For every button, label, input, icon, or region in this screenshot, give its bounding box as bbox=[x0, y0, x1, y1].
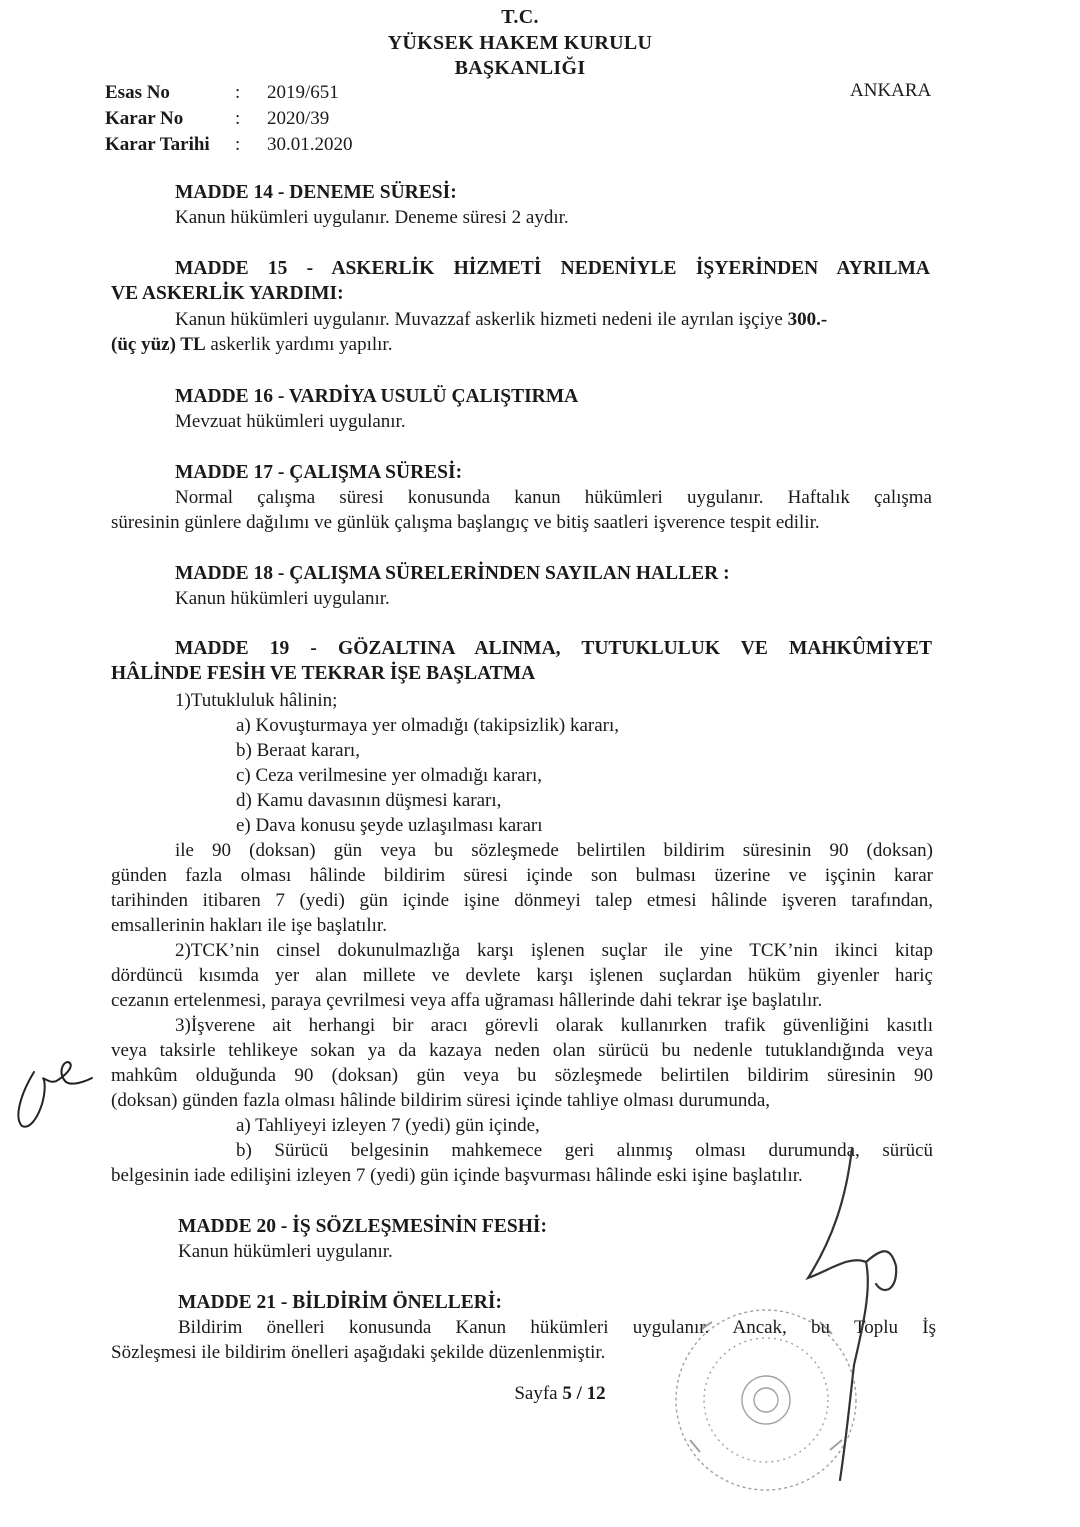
initials-mark bbox=[18, 1062, 92, 1127]
page-value: 5 / 12 bbox=[562, 1383, 606, 1404]
article-20-title: MADDE 20 - İŞ SÖZLEŞMESİNİN FESHİ: bbox=[178, 1216, 547, 1237]
tarih-label: Karar Tarihi bbox=[105, 134, 210, 155]
tarih-value: 30.01.2020 bbox=[267, 134, 353, 155]
article-19-para2-line1: 2)TCK’nin cinsel dokunulmazlığa karşı işlenen suçlar ile yine TCK’nin ikinci kitap bbox=[175, 940, 933, 961]
esas-label: Esas No bbox=[105, 82, 170, 103]
header-institution: YÜKSEK HAKEM KURULU bbox=[387, 32, 653, 54]
page-prefix: Sayfa bbox=[514, 1383, 563, 1404]
article-15-title-cont: VE ASKERLİK YARDIMI: bbox=[111, 283, 344, 304]
karar-label: Karar No bbox=[105, 108, 184, 129]
article-16-title: MADDE 16 - VARDİYA USULÜ ÇALIŞTIRMA bbox=[175, 386, 579, 407]
article-18-title: MADDE 18 - ÇALIŞMA SÜRELERİNDEN SAYILAN HALLER : bbox=[175, 563, 730, 584]
article-19-para1-intro: 1)Tutukluluk hâlinin; bbox=[175, 690, 338, 711]
article-14-text: Kanun hükümleri uygulanır. Deneme süresi 2 aydır. bbox=[175, 207, 569, 228]
article-19-para3-line3: mahkûm olduğunda 90 (doksan) gün veya bu sözleşmede belirtilen bildirim süresinin 90 bbox=[111, 1065, 933, 1086]
article-19-para1-line2: günden fazla olması hâlinde bildirim süresi içinde son bulması üzerine ve işçinin karar bbox=[111, 865, 933, 886]
article-18-text: Kanun hükümleri uygulanır. bbox=[175, 588, 390, 609]
article-19-para3-line2: veya taksirle tehlikeye sokan ya da kazaya neden olan sürücü bu nedenle tutuklandığında veya bbox=[111, 1040, 933, 1061]
article-21-title: MADDE 21 - BİLDİRİM ÖNELLERİ: bbox=[178, 1292, 502, 1313]
esas-value: 2019/651 bbox=[267, 82, 339, 103]
article-19-para1-line4: emsallerinin hakları ile işe başlatılır. bbox=[111, 915, 387, 936]
article-19-item-e: e) Dava konusu şeyde uzlaşılması kararı bbox=[236, 815, 543, 836]
article-19-title-cont: HÂLİNDE FESİH VE TEKRAR İŞE BAŞLATMA bbox=[111, 663, 536, 684]
article-19-para3-item-b: b) Sürücü belgesinin mahkemece geri alınmış olması durumunda, sürücü bbox=[236, 1140, 933, 1161]
article-17-text-line1: Normal çalışma süresi konusunda kanun hükümleri uygulanır. Haftalık çalışma bbox=[175, 487, 932, 508]
colon: : bbox=[235, 82, 241, 103]
article-19-para2-line3: cezanın ertelenmesi, paraya çevrilmesi veya affa uğraması hâllerinde dahi tekrar işe başlatılır. bbox=[111, 990, 823, 1011]
article-19-item-d: d) Kamu davasının düşmesi kararı, bbox=[236, 790, 502, 811]
article-19-para2-line2: dördüncü kısımda yer alan millete ve devlete karşı işlenen suçlardan hüküm giyenler hariç bbox=[111, 965, 933, 986]
colon: : bbox=[235, 108, 241, 129]
article-21-text-line2: Sözleşmesi ile bildirim önelleri aşağıdaki şekilde düzenlenmiştir. bbox=[111, 1342, 606, 1363]
article-15-title: MADDE 15 - ASKERLİK HİZMETİ NEDENİYLE İŞYERİNDEN AYRILMA bbox=[175, 258, 930, 279]
article-20-text: Kanun hükümleri uygulanır. bbox=[178, 1241, 393, 1262]
amount-words: (üç yüz) TL bbox=[111, 334, 206, 355]
city: ANKARA bbox=[850, 80, 932, 101]
article-19-item-b: b) Beraat kararı, bbox=[236, 740, 360, 761]
article-21-text-line1: Bildirim önelleri konusunda Kanun hükümleri uygulanır. Ancak, bu Toplu İş bbox=[178, 1317, 936, 1338]
article-19-para3-item-a: a) Tahliyeyi izleyen 7 (yedi) gün içinde, bbox=[236, 1115, 540, 1136]
article-17-text-line2: süresinin günlere dağılımı ve günlük çalışma başlangıç ve bitiş saatleri işverence tespit edilir. bbox=[111, 512, 820, 533]
article-19-para1-line1: ile 90 (doksan) gün veya bu sözleşmede belirtilen bildirim süresinin 90 (doksan) bbox=[175, 840, 933, 861]
article-19-item-c: c) Ceza verilmesine yer olmadığı kararı, bbox=[236, 765, 542, 786]
article-14-title: MADDE 14 - DENEME SÜRESİ: bbox=[175, 182, 457, 203]
article-16-text: Mevzuat hükümleri uygulanır. bbox=[175, 411, 406, 432]
amount: 300.- bbox=[787, 309, 828, 330]
header-tc: T.C. bbox=[501, 6, 539, 28]
article-19-para1-line3: tarihinden itibaren 7 (yedi) gün içinde işine dönmeyi talep etmesi hâlinde işveren tarafından, bbox=[111, 890, 933, 911]
article-19-para3-line1: 3)İşverene ait herhangi bir aracı görevli olarak kullanırken trafik güvenliğini kasıtlı bbox=[175, 1015, 933, 1036]
article-19-item-a: a) Kovuşturmaya yer olmadığı (takipsizlik) kararı, bbox=[236, 715, 620, 736]
karar-value: 2020/39 bbox=[267, 108, 330, 129]
article-19-para3-line4: (doksan) günden fazla olması hâlinde bildirim süresi içinde tahliye olması durumunda, bbox=[111, 1090, 771, 1111]
article-19-title: MADDE 19 - GÖZALTINA ALINMA, TUTUKLULUK VE MAHKÛMİYET bbox=[175, 638, 932, 659]
colon: : bbox=[235, 134, 241, 155]
header-presidency: BAŞKANLIĞI bbox=[454, 57, 586, 79]
official-seal bbox=[676, 1310, 856, 1490]
article-19-para3-line5: belgesinin iade edilişini izleyen 7 (yedi) gün içinde başvurması hâlinde eski işine başlatılır. bbox=[111, 1165, 803, 1186]
signature-mark bbox=[808, 1148, 896, 1480]
text: askerlik yardımı yapılır. bbox=[205, 334, 393, 355]
article-17-title: MADDE 17 - ÇALIŞMA SÜRESİ: bbox=[175, 462, 463, 483]
text: Kanun hükümleri uygulanır. Muvazzaf askerlik hizmeti nedeni ile ayrılan işçiye bbox=[175, 309, 788, 330]
